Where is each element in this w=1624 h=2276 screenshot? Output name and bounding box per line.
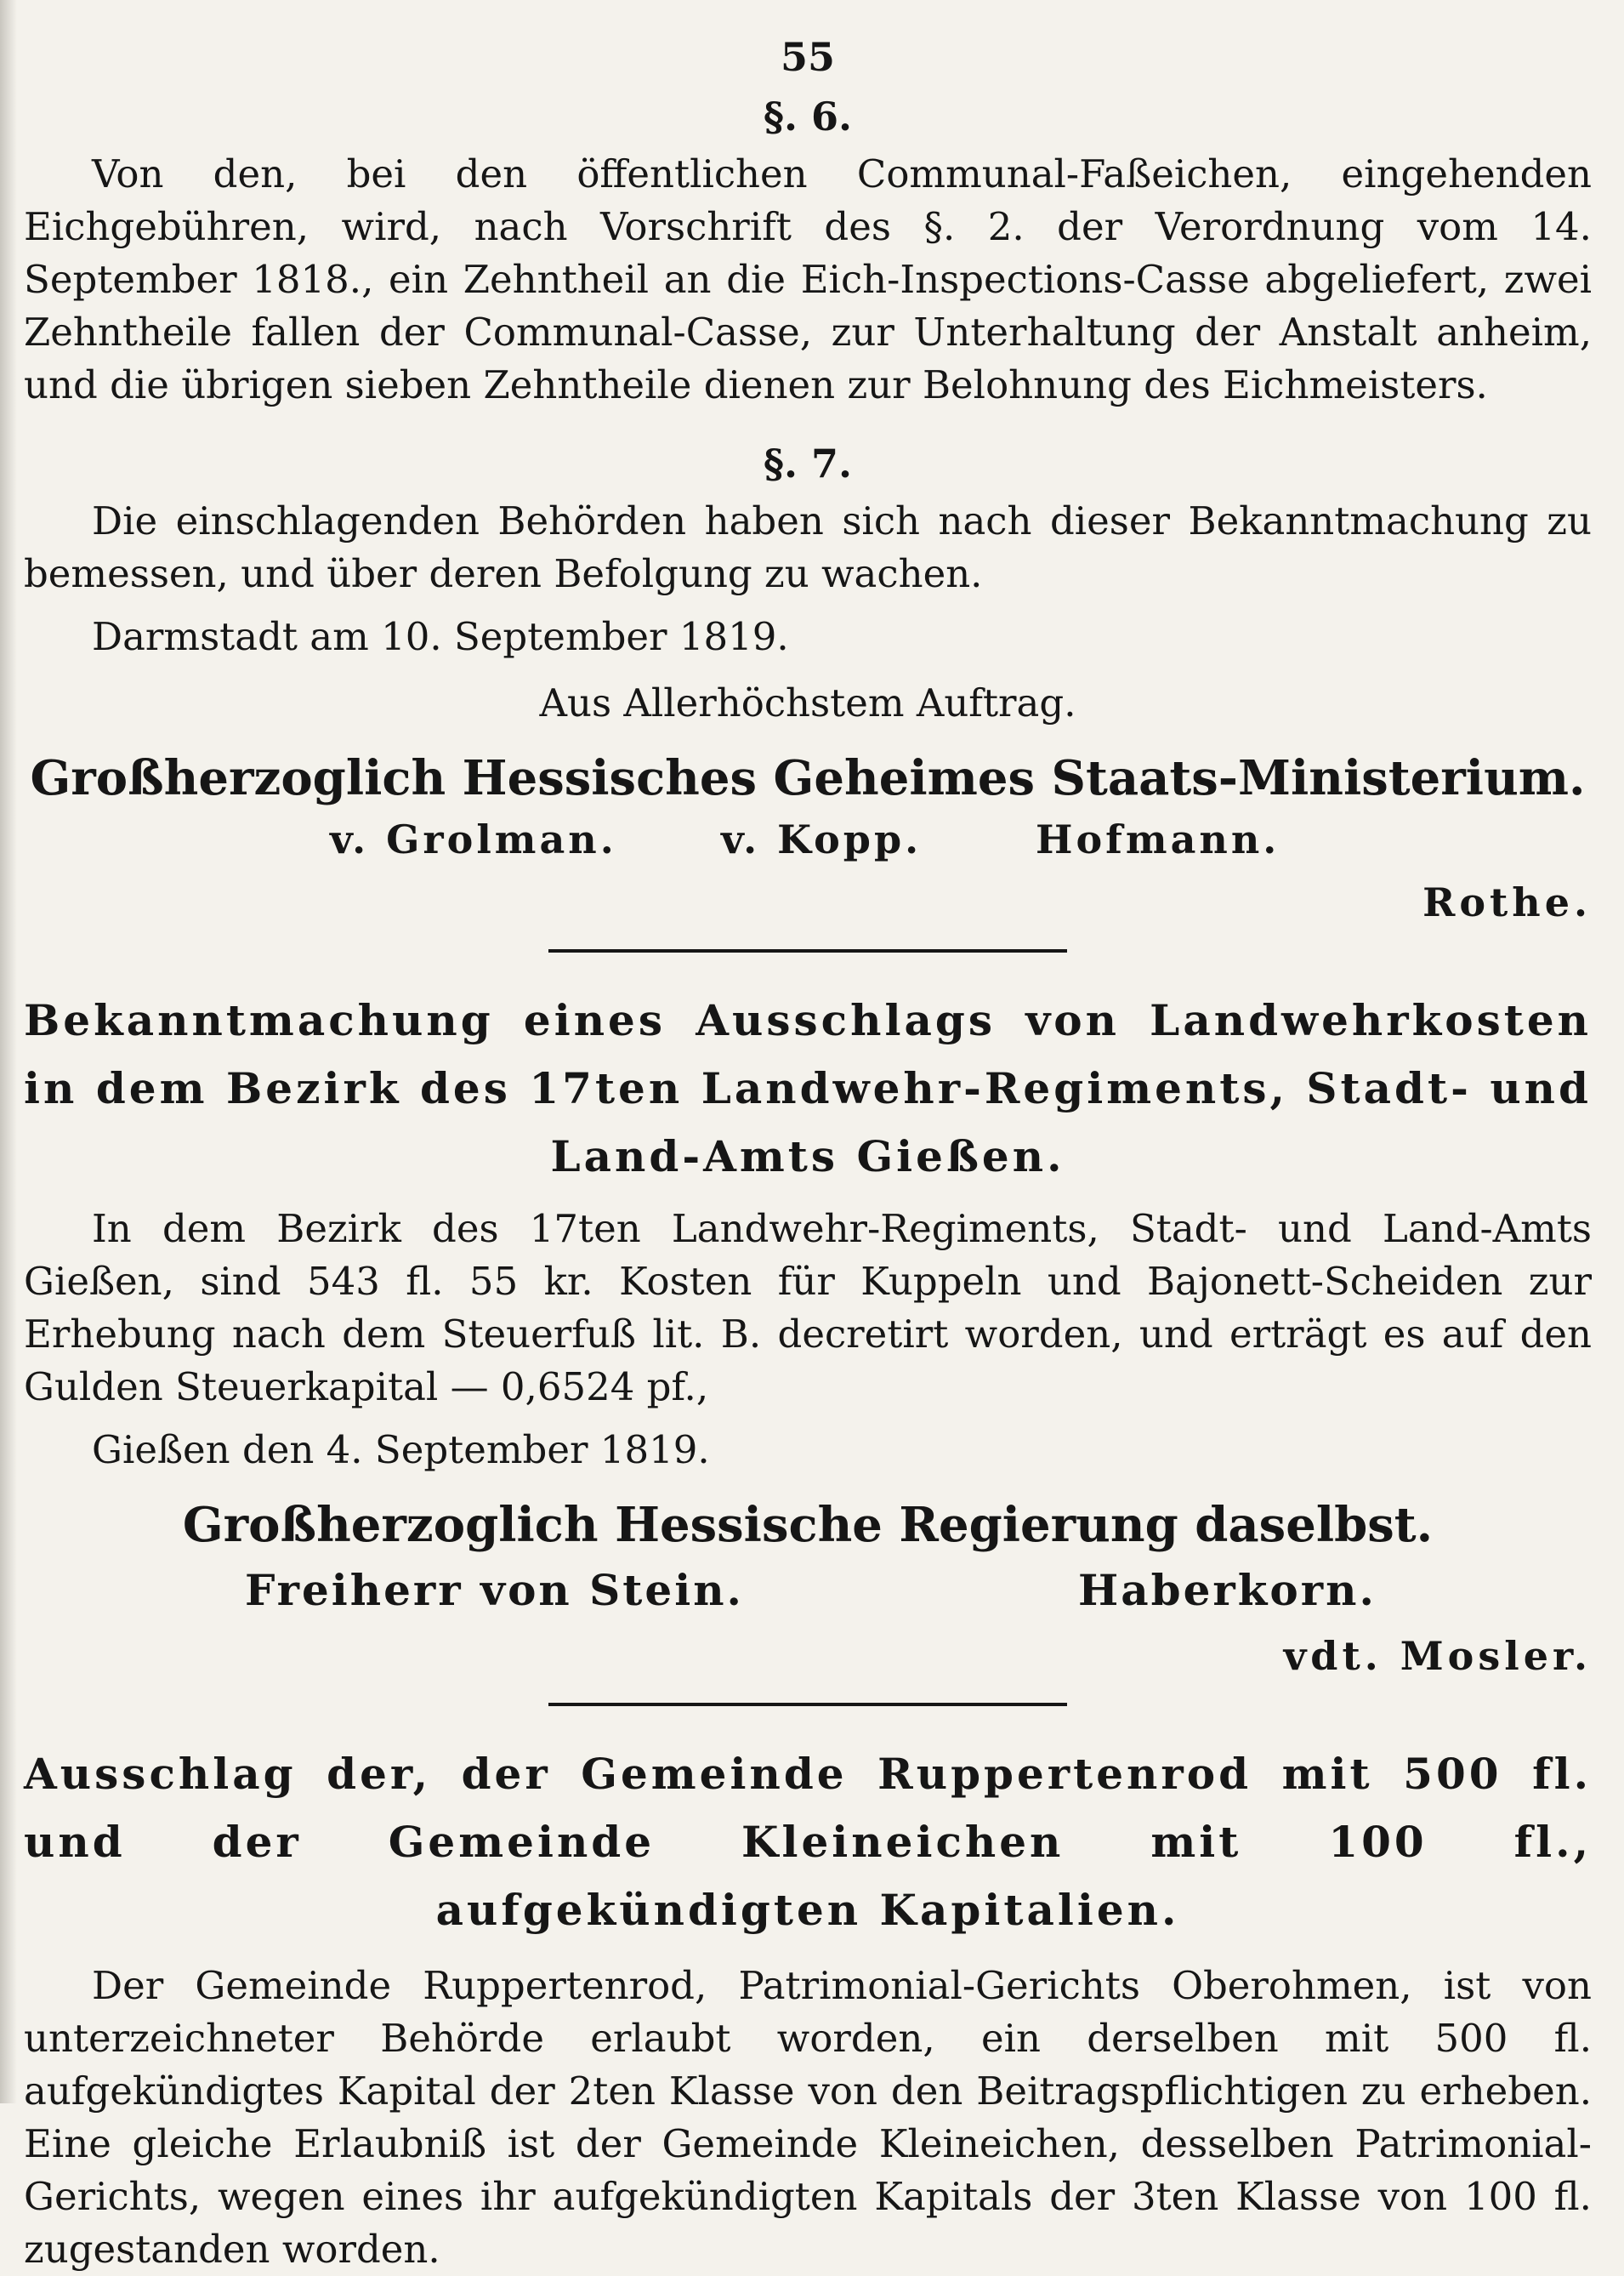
section-7-text: Die einschlagenden Behörden haben sich nach dieser Bekanntmachung zu bemessen, und über deren Befolgung zu wachen. — [24, 498, 1592, 596]
notice-1-countersign: Rothe. — [1422, 879, 1592, 925]
signer-haberkorn: Haberkorn. — [1078, 1565, 1377, 1615]
notice-2-text: In dem Bezirk des 17ten Landwehr-Regiments, Stadt- und Land-Amts Gießen, sind 543 fl. 55 kr. Kosten für Kuppeln und Bajonett-Scheiden zur Erhebung nach dem Steuerfuß lit. B. decretirt worden, und erträgt es auf den Gulden Steuerkapital — 0,6524 pf., — [24, 1206, 1592, 1409]
page-number: 55 — [780, 34, 835, 80]
notice-2-countersign: vdt. Mosler. — [1283, 1633, 1592, 1679]
divider-rule-2 — [548, 1703, 1067, 1706]
signer-stein: Freiherr von Stein. — [245, 1565, 744, 1615]
notice-2-date: Gießen den 4. September 1819. — [92, 1427, 710, 1472]
signer-grolman: v. Grolman. — [330, 817, 617, 862]
signer-kopp: v. Kopp. — [721, 817, 923, 862]
notice-2-title: Bekanntmachung eines Ausschlags von Landwehrkosten in dem Bezirk des 17ten Landwehr-Regiments, Stadt- und Land-Amts Gießen. — [24, 995, 1592, 1181]
notice-1-order: Aus Allerhöchstem Auftrag. — [539, 680, 1076, 725]
divider-rule-1 — [548, 949, 1067, 953]
section-6-text: Von den, bei den öffentlichen Communal-Faßeichen, eingehenden Eichgebühren, wird, nach Vorschrift des §. 2. der Verordnung vom 14. September 1818., ein Zehntheil an die Eich-Inspections-Casse abgeliefert, zwei Zehntheile fallen der Communal-Casse, zur Unterhaltung der Anstalt anheim, und die übrigen sieben Zehntheile dienen zur Belohnung des Eichmeisters. — [24, 151, 1592, 407]
section-7-heading: §. 7. — [763, 441, 853, 486]
signer-hofmann: Hofmann. — [1036, 817, 1280, 862]
section-6-heading: §. 6. — [763, 94, 853, 139]
notice-2-signers — [24, 1558, 1592, 1626]
notice-3-text: Der Gemeinde Ruppertenrod, Patrimonial-Gerichts Oberohmen, ist von unterzeichneter Behörde erlaubt worden, ein derselben mit 500 fl. aufgekündigtes Kapital der 2ten Klasse von den Beitragspflichtigen zu erheben. Eine gleiche Erlaubniß ist der Gemeinde Kleineichen, desselben Patrimonial-Gerichts, wegen eines ihr aufgekündigten Kapitals der 3ten Klasse von 100 fl. zugestanden worden. — [24, 1963, 1592, 2272]
notice-1-signers — [24, 811, 1592, 873]
notice-3-title: Ausschlag der, der Gemeinde Ruppertenrod mit 500 fl. und der Gemeinde Kleineichen mit 100 fl., aufgekündigten Kapitalien. — [24, 1749, 1592, 1935]
notice-1-authority: Großherzoglich Hessisches Geheimes Staats-Ministerium. — [30, 750, 1586, 806]
notice-1-date: Darmstadt am 10. September 1819. — [92, 614, 789, 659]
notice-2-authority: Großherzoglich Hessische Regierung daselbst. — [182, 1497, 1434, 1553]
